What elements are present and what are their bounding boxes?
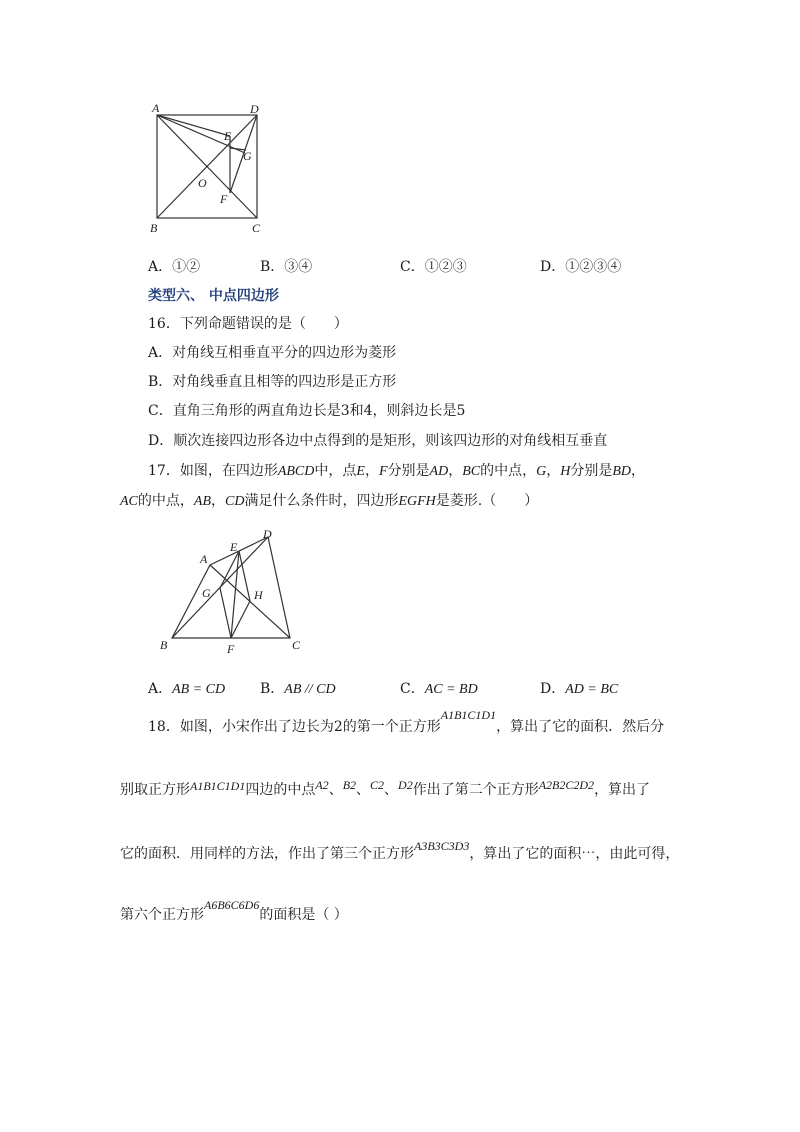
square-figure <box>140 98 280 238</box>
text: 是菱形.（ ） <box>435 493 539 509</box>
option-math: AD = BC <box>565 682 619 697</box>
option-a[interactable] <box>148 256 200 276</box>
q16-option-c[interactable]: C．直角三角形的两直角边长是3和4，则斜边长是5 <box>148 403 466 419</box>
option-b[interactable] <box>260 256 312 276</box>
text: ， <box>448 463 463 479</box>
label-e: E <box>230 540 238 554</box>
text: ，算出了 <box>594 782 651 798</box>
text: 17．如图，在四边形 <box>148 463 278 479</box>
option-math: AB // CD <box>284 682 336 697</box>
label-c: C <box>292 638 301 652</box>
option-c[interactable] <box>400 256 467 276</box>
math-a1b1c1d1: A1B1C1D1 <box>440 708 497 722</box>
option-letter: D． <box>540 259 566 275</box>
option-letter: A． <box>148 259 173 275</box>
text: 满足什么条件时，四边形 <box>244 493 399 509</box>
label-o: O <box>198 176 207 190</box>
text: ，算出了它的面积．然后分 <box>496 719 665 735</box>
text: 的面积是（ ） <box>259 907 348 923</box>
q16-option-a[interactable]: A．对角线互相垂直平分的四边形为菱形 <box>148 345 397 361</box>
math-egfh: EGFH <box>398 494 436 509</box>
math-f: F <box>378 464 388 479</box>
text: 的中点， <box>480 463 537 479</box>
math-a6b6c6d6: A6B6C6D6 <box>204 898 260 912</box>
text: ， <box>364 463 379 479</box>
math-a2: A2 <box>315 778 329 792</box>
label-d: D <box>263 527 272 541</box>
q17-option-a[interactable] <box>148 678 225 698</box>
q18-line4 <box>120 898 348 924</box>
text: 第六个正方形 <box>120 907 204 923</box>
option-letter: B． <box>260 681 285 697</box>
text: ， <box>546 463 561 479</box>
text: 、 <box>328 782 343 798</box>
math-cd: CD <box>225 494 245 509</box>
text: 、 <box>384 782 399 798</box>
q17-option-d[interactable] <box>540 678 618 698</box>
text: 别取正方形 <box>120 782 190 798</box>
math-bc: BC <box>462 464 481 479</box>
text: 四边的中点 <box>245 782 316 798</box>
label-g: G <box>243 149 252 163</box>
math-bd: BD <box>612 464 631 479</box>
segment-gf <box>220 588 231 638</box>
quadrilateral-figure <box>150 525 310 655</box>
label-a: A <box>200 552 208 566</box>
math-h: H <box>560 464 571 479</box>
math-a1b1c1d1: A1B1C1D1 <box>190 779 246 793</box>
text: 中，点 <box>314 463 357 479</box>
q16-stem: 16．下列命题错误的是（ ） <box>148 316 348 332</box>
text: ，算出了它的面积⋯，由此可得， <box>469 846 680 862</box>
text: 分别是 <box>387 463 430 479</box>
label-b: B <box>150 221 158 235</box>
q17-option-b[interactable] <box>260 678 336 698</box>
label-f: F <box>220 192 228 206</box>
math-e: E <box>356 464 365 479</box>
math-d2: D2 <box>398 778 413 792</box>
q18-line2 <box>120 778 651 799</box>
q17-stem-line2 <box>120 492 538 511</box>
text: ， <box>211 493 225 509</box>
math-a3b3c3d3: A3B3C3D3 <box>414 839 470 853</box>
option-math: AB = CD <box>172 682 226 697</box>
option-letter: C． <box>400 681 425 697</box>
q16-option-d[interactable]: D．顺次连接四边形各边中点得到的是矩形，则该四边形的对角线相互垂直 <box>148 433 608 449</box>
math-ac: AC <box>120 494 138 509</box>
option-math: AC = BD <box>424 682 478 697</box>
math-c2: C2 <box>370 778 385 792</box>
q17-stem-line1 <box>148 462 645 481</box>
q16-option-b[interactable]: B．对角线垂直且相等的四边形是正方形 <box>148 374 397 390</box>
q18-line1 <box>148 708 665 736</box>
label-a: A <box>152 101 160 115</box>
text: 的中点， <box>137 493 194 509</box>
option-text: ①②③ <box>424 259 467 275</box>
math-a2b2c2d2: A2B2C2D2 <box>538 778 595 792</box>
label-d: D <box>250 102 259 116</box>
label-g: G <box>202 586 211 600</box>
text: 作出了第二个正方形 <box>412 782 539 798</box>
math-ad: AD <box>429 464 449 479</box>
option-letter: B． <box>260 259 285 275</box>
math-b2: B2 <box>342 778 357 792</box>
option-text: ③④ <box>284 259 313 275</box>
math-g: G <box>536 464 547 479</box>
option-d[interactable] <box>540 256 621 276</box>
option-letter: D． <box>540 681 566 697</box>
text: 18．如图，小宋作出了边长为2的第一个正方形 <box>148 719 441 735</box>
label-c: C <box>252 221 261 235</box>
option-letter: C． <box>400 259 425 275</box>
math-ab: AB <box>193 494 211 509</box>
text: 分别是 <box>570 463 613 479</box>
q18-line3 <box>120 839 680 863</box>
label-e: E <box>224 129 232 143</box>
segment-ag <box>157 115 245 153</box>
label-b: B <box>160 638 168 652</box>
option-letter: A． <box>148 681 173 697</box>
text: ， <box>631 463 645 479</box>
q17-option-c[interactable] <box>400 678 478 698</box>
option-text: ①② <box>172 259 201 275</box>
option-text: ①②③④ <box>565 259 622 275</box>
section-title: 类型六、 中点四边形 <box>148 288 279 304</box>
text: 、 <box>356 782 371 798</box>
text: 它的面积．用同样的方法，作出了第三个正方形 <box>120 846 414 862</box>
label-h: H <box>254 588 263 602</box>
label-f: F <box>227 642 235 655</box>
math-abcd: ABCD <box>277 464 315 479</box>
